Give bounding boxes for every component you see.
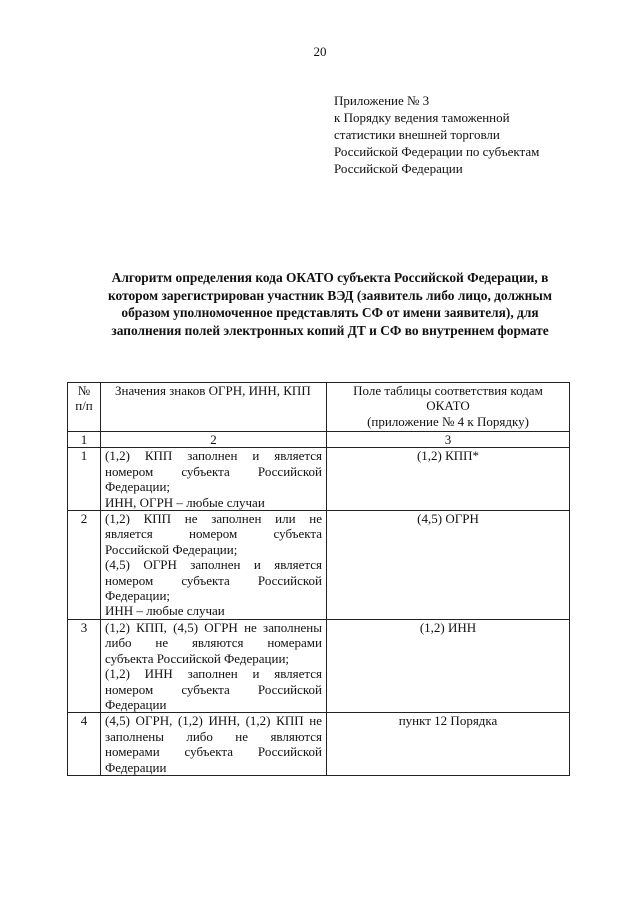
header-field-line: ОКАТО [426, 398, 470, 414]
column-number-row [68, 432, 570, 448]
page-number: 20 [313, 44, 327, 59]
column-number: 3 [327, 432, 570, 448]
title-line: образом уполномоченное представлять СФ от имени заявителя), для [121, 305, 539, 320]
row-result: (4,5) ОГРН [327, 511, 570, 620]
table-row [68, 713, 570, 776]
appendix-line: Российской Федерации [334, 161, 463, 176]
appendix-line: Российской Федерации по субъектам [334, 144, 540, 159]
document-title [60, 269, 600, 339]
condition-line: заполнены либо не являются [105, 728, 322, 744]
row-condition [101, 511, 327, 620]
row-number: 2 [68, 511, 101, 620]
table-row [68, 619, 570, 712]
condition-line: ИНН, ОГРН – любые случаи [105, 494, 265, 510]
condition-line: Российской Федерации; [105, 541, 238, 557]
title-line: котором зарегистрирован участник ВЭД (заявитель либо лицо, должным [108, 287, 552, 303]
row-condition [101, 619, 327, 712]
condition-line: (1,2) КПП заполнен и является [105, 448, 322, 464]
condition-line: либо не являются номерами [105, 635, 322, 651]
column-number: 2 [101, 432, 327, 448]
table-row [68, 511, 570, 620]
condition-line: (4,5) ОГРН заполнен и является [105, 557, 322, 573]
condition-line: (4,5) ОГРН, (1,2) ИНН, (1,2) КПП не [105, 713, 322, 729]
header-num-line: п/п [75, 398, 93, 414]
row-number: 3 [68, 619, 101, 712]
condition-line: является номером субъекта [105, 526, 322, 542]
row-number: 1 [68, 448, 101, 511]
appendix-line: к Порядку ведения таможенной [334, 110, 510, 125]
title-line: Алгоритм определения кода ОКАТО субъекта Российской Федерации, в [111, 270, 549, 285]
table-row [68, 448, 570, 511]
appendix-line: Приложение № 3 [334, 93, 430, 108]
condition-line: номером субъекта Российской [105, 681, 322, 697]
condition-line: Федерации; [105, 588, 171, 604]
table-header-row [68, 383, 570, 432]
okato-algorithm-table [67, 382, 570, 776]
column-number: 1 [68, 432, 101, 448]
table-body [68, 448, 570, 776]
header-num [68, 383, 101, 432]
row-condition [101, 448, 327, 511]
condition-line: номером субъекта Российской [105, 463, 322, 479]
appendix-line: статистики внешней торговли [334, 127, 500, 142]
row-result: пункт 12 Порядка [327, 713, 570, 776]
condition-line: ИНН – любые случаи [105, 603, 225, 619]
condition-line: Федерации [105, 696, 167, 712]
condition-line: (1,2) КПП не заполнен или не [105, 511, 322, 527]
header-values: Значения знаков ОГРН, ИНН, КПП [101, 383, 327, 432]
row-number: 4 [68, 713, 101, 776]
condition-line: (1,2) КПП, (4,5) ОГРН не заполнены [105, 619, 322, 635]
header-field-line: Поле таблицы соответствия кодам [353, 383, 543, 398]
row-condition [101, 713, 327, 776]
row-result: (1,2) КПП* [327, 448, 570, 511]
condition-line: Федерации; [105, 479, 171, 495]
condition-line: субъекта Российской Федерации; [105, 650, 290, 666]
condition-line: Федерации [105, 759, 167, 775]
condition-line: номерами субъекта Российской [105, 744, 322, 760]
header-field-line: (приложение № 4 к Порядку) [367, 413, 529, 429]
condition-line: номером субъекта Российской [105, 572, 322, 588]
title-line: заполнения полей электронных копий ДТ и СФ во внутреннем формате [111, 322, 549, 338]
condition-line: (1,2) ИНН заполнен и является [105, 666, 322, 682]
header-field [327, 383, 570, 432]
header-num-line: № [77, 383, 91, 398]
appendix-reference [334, 92, 594, 177]
row-result: (1,2) ИНН [327, 619, 570, 712]
